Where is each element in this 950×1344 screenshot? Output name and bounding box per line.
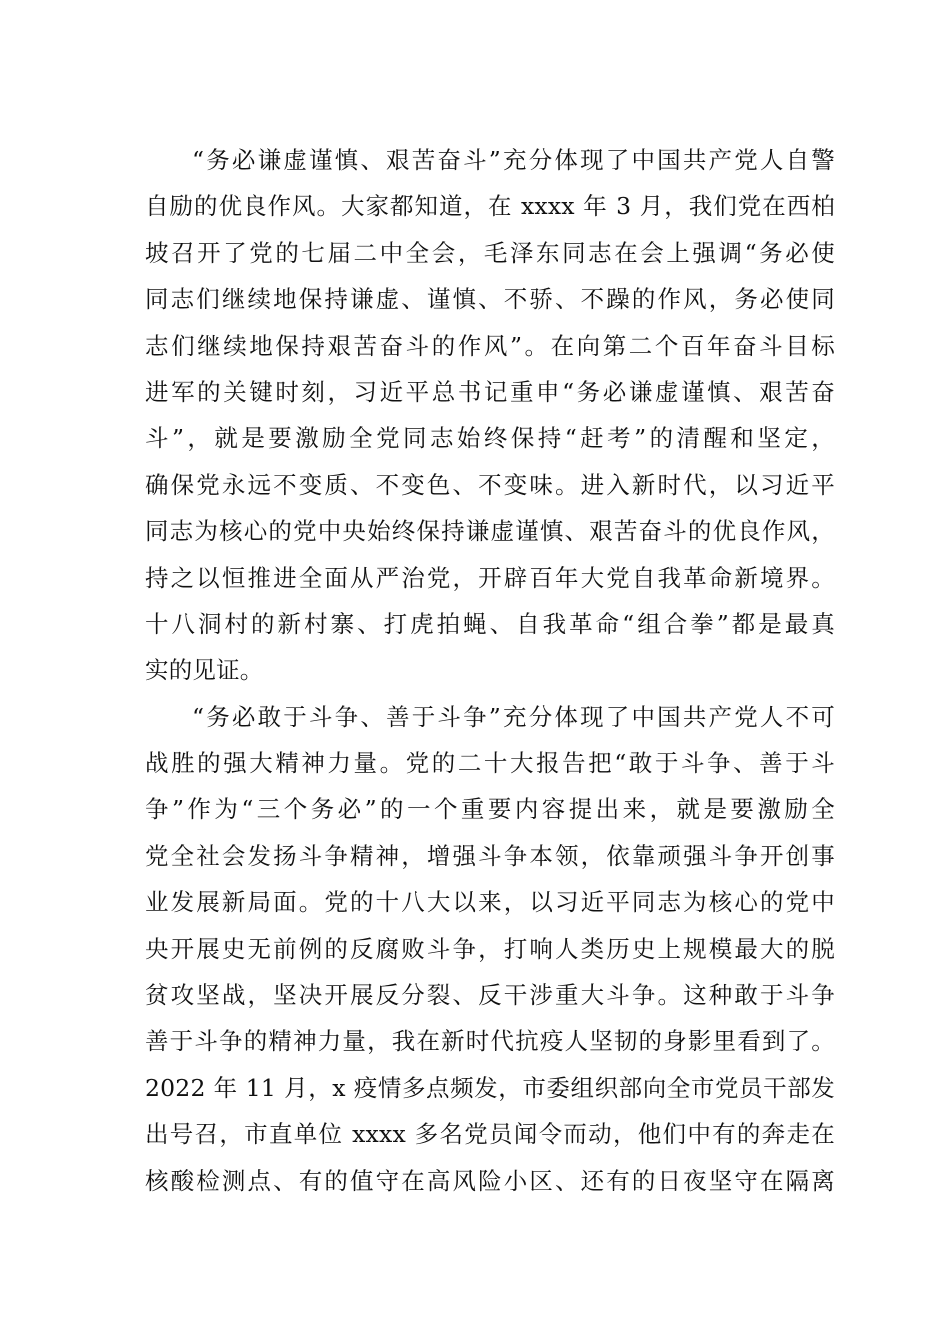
text-line: 战胜的强大精神力量。党的二十大报告把“敢于斗争、善于斗 [145,749,835,778]
text-line: 坡召开了党的七届二中全会，毛泽东同志在会上强调“务必使 [145,238,835,267]
text-line: 争”作为“三个务必”的一个重要内容提出来，就是要激励全 [145,795,835,824]
text-line: 同志们继续地保持谦虚、谨慎、不骄、不躁的作风，务必使同 [145,285,835,314]
text-line: 业发展新局面。党的十八大以来，以习近平同志为核心的党中 [145,888,835,917]
text-line: 央开展史无前例的反腐败斗争，打响人类历史上规模最大的脱 [145,934,835,963]
text-line: 持之以恒推进全面从严治党，开辟百年大党自我革命新境界。 [145,563,835,592]
text-line: 贫攻坚战，坚决开展反分裂、反干涉重大斗争。这种敢于斗争 [145,981,835,1010]
paragraph-humility [145,137,835,694]
text-line: 党全社会发扬斗争精神，增强斗争本领，依靠顽强斗争开创事 [145,841,835,870]
text-line: 核酸检测点、有的值守在高风险小区、还有的日夜坚守在隔离 [145,1166,835,1195]
text-line: 确保党永远不变质、不变色、不变味。进入新时代，以习近平 [145,470,835,499]
text-line: “务必谦虚谨慎、艰苦奋斗”充分体现了中国共产党人自警 [192,146,835,174]
text-line: 实的见证。 [145,656,264,685]
text-line: 善于斗争的精神力量，我在新时代抗疫人坚韧的身影里看到了。 [145,1027,835,1056]
text-line: “务必敢于斗争、善于斗争”充分体现了中国共产党人不可 [192,702,835,731]
text-line: 出号召，市直单位 xxxx 多名党员闻令而动，他们中有的奔走在 [145,1120,835,1149]
text-line: 十八洞村的新村寨、打虎拍蝇、自我革命“组合拳”都是最真 [145,609,835,638]
text-line: 进军的关键时刻，习近平总书记重申“务必谦虚谨慎、艰苦奋 [145,377,835,406]
text-line: 自励的优良作风。大家都知道，在 xxxx 年 3 月，我们党在西柏 [145,192,835,221]
text-line: 志们继续地保持艰苦奋斗的作风”。在向第二个百年奋斗目标 [145,331,835,360]
text-line: 2022 年 11 月，x 疫情多点频发，市委组织部向全市党员干部发 [145,1073,835,1102]
text-line: 斗”，就是要激励全党同志始终保持“赶考”的清醒和坚定， [145,424,835,453]
paragraph-struggle [145,694,835,1204]
document-body [145,137,835,1204]
text-line: 同志为核心的党中央始终保持谦虚谨慎、艰苦奋斗的优良作风， [145,517,835,546]
